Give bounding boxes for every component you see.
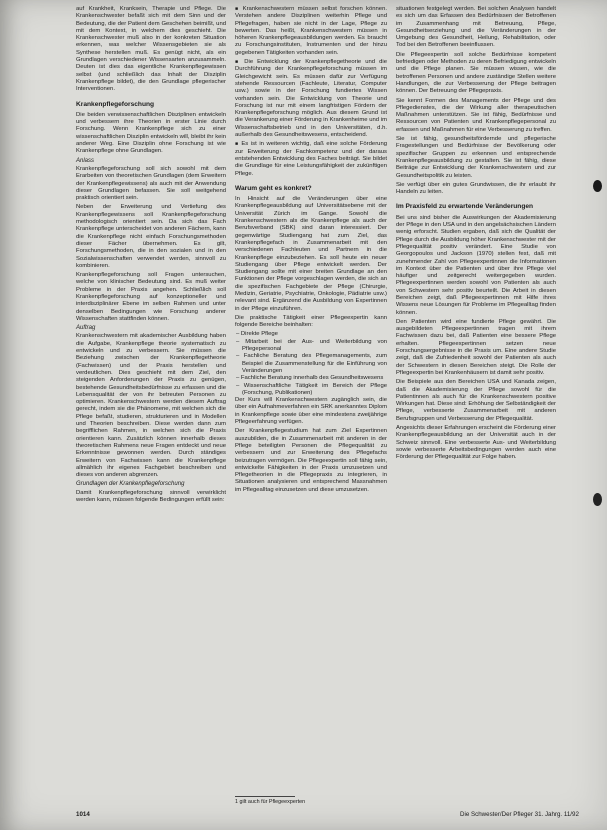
paragraph: Der Krankenpflegestudium hat zum Ziel Expertinnen auszubilden, die in Zusammenarbeit mit anderen in der Pflege beteiligten Personen die Pflegequalität zu verbessern und zur Erweiterung des Pflegefachs beizutragen vermögen. Die Pflegeexpertin soll fähig sein, entwickelte Fähigkeiten in der Praxis umzusetzen und Pflegetheorien in die Pflegepraxis zu integrieren, in Situationen analysieren und entsprechend Massnahmen im Pflegealltag einzusetzen und diese umzusetzen. xyxy=(235,428,387,493)
page-number: 1014 xyxy=(76,811,90,818)
paragraph: Sie kennt Formen des Managements der Pflege und des Pflegedienstes, die der Wirkung aller therapeutischen Maßnahmen unterstützen. Sie ist fähig, Bedürfnisse und Ressourcen von Patienten und Krankenpflegepersonal zu erfassen und Maßnahmen für eine Verbesserung zu treffen. xyxy=(396,97,556,133)
list-item: – Mitarbeit bei der Aus- und Weiterbildung von Pflegepersonal xyxy=(242,339,387,354)
paragraph: auf Krankheit, Kranksein, Therapie und Pflege. Die Krankenschwester befaßt sich mit dem Sinn und der Bedeutung, die der Patient dem Geschehen beimißt, und mit dem Kontext, in welchem dies geschieht. Die Krankenschwester muß also in der konkreten Situation erkennen, was welcher Wissensgebieten sie als Synthese herstellen muß. Es genügt nicht, als ein Grundlagen verschiedener Wissensarten anzusammeln. Deuten ist dies das eigentliche Krankenpflegewissen selbst (und schließlich das Inhalt der Disziplin Krankenpflege bildet), die den Grundlage pflegerischer Interventionen. xyxy=(76,6,226,93)
bullet-paragraph: ■ Krankenschwestern müssen selbst forschen können. Verstehen andere Disziplinen weiterhin Pflege und Pflegefragen, haben sie nicht in der Lage, Pflege zu bewerten. Das heißt, Krankenschwestern müssen in höheren Krankenpflegeausbildungen werden. Es braucht zu Forschungsinstituten, Instrumenten und der hinzu gegebenen Tätigkeiten vorhanden sein. xyxy=(235,6,387,57)
paragraph: Damit Krankenpflegeforschung sinnvoll verwirklicht werden kann, müssen folgende Bedingungen erfüllt sein: xyxy=(76,489,226,503)
paragraph: Den Patienten wird eine fundierte Pflege gewährt. Die ausgebildeten Pflegeexpertinnen tragen mit ihrem Fachwissen dazu bei, daß Patienten eine bessere Pflege erhalten. Pflegeexpertinnen setzen neue Forschungsergebnisse in die Praxis um. Eine andere Studie zeigt, daß die Zufriedenheit sowohl der Patienten als auch der Schwestern in diesen Bereichen steigt. Die Rolle der Pflegeexpertin bei Krankenhäusern ist damit sehr positiv. xyxy=(396,318,556,376)
list-item: – Fachliche Beratung des Pflegemanagements, zum Beispiel die Zusammenstellung für die Einführung von Veränderungen xyxy=(242,353,387,375)
paragraph: Krankenpflegeforschung soll Fragen untersuchen, welche von klinischer Bedeutung sind. Es muß weiter Probleme in der Praxis angehen. Schließlich soll Krankenpflegeforschung auf konzeptioneller und interdisziplinärer Ebene im selben Rahmen und unter denselben Bedingungen wie Forschung anderer Wissenschaften stattfinden können. xyxy=(76,272,226,322)
subsection-heading: Anlass xyxy=(76,157,95,164)
column-1 xyxy=(76,6,226,506)
punch-hole-mark xyxy=(593,180,602,192)
paragraph: Krankenpflegeforschung soll sich sowohl mit dem Erarbeiten von theoretischen Grundlagen (dem Erweitern der Krankenpflegewissens) als auch mit der Anwendung dieser Grundlagen befassen. Sie soll weitgehend praktisch orientiert sein. xyxy=(76,165,226,202)
column-2 xyxy=(235,6,387,496)
paragraph: Die beiden verwissenschaftlichen Disziplinen entwickeln und verbessern ihre Theorien in erster Linie durch Forschung. Wenn Krankenpflege sich zu einer wissenschaftlichen Disziplin entwickeln will, bleibt ihr kein anderer Weg. Eine Disziplin ohne Forschung ist wie Krankenpflege ohne Grundlagen. xyxy=(76,111,226,155)
paragraph: In Hinsicht auf die Veränderungen über eine Krankenpflegeausbildung auf Universitätsebene mit der Universität Zürich im Gange. Sowohl die Krankenschwestern als die Krankenpflege als auch der Berufsverband (SBK) sind daran interessiert. Der gegenwärtige Studiengang hat zum Ziel, das Krankenpflegefach in Zusammenarbeit mit den verschiedenen Fachleuten und Partnern in die Krankenpflege einzubeziehen. Es soll heute ein neuer Studiengang über Pflege entwickelt werden. Der Studiengang sollte mit einer breiten Grundlage an den Funktionen der Pflege vorgeschlagen werden, die sich an die spezifischen Fachgebiete der Pflege (Chirurgie, Medizin, Geriatrie, Psychiatrie, Onkologie, Pädiatrie usw.) relevant sind. Ergänzend die Ausbildung von Expertinnen in der Pflege einzuführen. xyxy=(235,196,387,312)
paragraph: Bei uns sind bisher die Auswirkungen der Akademisierung der Pflege in den USA und in den angelsächsischen Ländern wenig erforscht. Studien ergaben, daß sich die Qualität der Pflege durch die Ausbildung höher Krankenschwester mit der Pflegequalität positiv verändert. Eine Studie von Georgopoulos und Jackson (1970) stellen fest, daß mit zunehmender Zahl von Pflegeexpertinnen die Informationen im Kontext über die Patienten und über ihre Pflege viel häufiger und zeitgerecht weitergegeben wurden. Pflegeexpertinnen werden sowohl von Patienten als auch von Schwestern sehr positiv beurteilt. Die Arbeit in diesen Bereichen zeigt, daß Pflegeexpertinnen mit Hilfe ihres Wissens neue Lösungen für Probleme im Pflegealltag finden können. xyxy=(396,214,556,316)
list-item: – Direkte Pflege xyxy=(242,331,387,338)
paragraph: Angesichts dieser Erfahrungen erscheint die Förderung einer Krankenpflegeausbildung an der Universität auch in der Schweiz sinnvoll. Eine verbesserte Aus- und Weiterbildung sowie verbesserte Arbeitsbedingungen werden auch eine Förderung der Pflegequalität zur Folge haben. xyxy=(396,425,556,461)
paragraph: Die praktische Tätigkeit einer Pflegeexpertin kann folgende Bereiche beinhalten: xyxy=(235,314,387,329)
bullet-paragraph: ■ Es ist in weiteren wichtig, daß eine solche Förderung zur Erweiterung der Fachkompetenz und der daraus entstehenden Entwicklung des Faches beiträgt. Sie bildet die Grundlage für eine Leistungsfähigkeit der zukünftigen Pflege. xyxy=(235,141,387,177)
paragraph: Die Beispiele aus den Bereichen USA und Kanada zeigen, daß die Akademisierung der Pflege sowohl für die Patientinnen als auch für die Krankenschwestern positive Wirkungen hat. Diese sind: Erhöhung der Selbständigkeit der Pflege, verbesserte Zusammenarbeit mit anderen Berufsgruppen und Verbesserung der Pflegequalität. xyxy=(396,379,556,422)
section-heading: Im Praxisfeld zu erwartende Veränderungen xyxy=(396,203,534,211)
bullet-paragraph: ■ Die Entwicklung der Krankenpflegetheorie und die Durchführung der Krankenpflegeforschung müssen im Gleichgewicht sein. Es müssen dafür zur Verfügung stehende Ressourcen (Fachleute, Literatur, Computer usw.) sowie in der Forschung fundiertes Wissen vorhanden sein. Die Entwicklung von Theorie und Forschung ist nur mit einem langfristigen Fördern der Krankenpflegeforschung möglich. Aus diesem Grund ist die Verankerung einer Förderung in Krankenheime und im Wissenschaftsbetrieb und in den Universitäten, d.h. außerhalb des Gesundheitswesens, entscheidend. xyxy=(235,59,387,139)
paragraph: Neben der Erweiterung und Vertiefung des Krankenpflegewissens soll Krankenpflegeforschung methodologisch orientiert sein. Da sich das Fach Krankenpflege unterscheidet von anderen Fächern, kann die Krankenpflege nicht einfach Forschungsmethoden dieser Fächer übernehmen. Es gilt, Forschungsmethoden, die in den sozialen und in den Sozialwissenschaften verwendet werden, sinnvoll zu kombinieren. xyxy=(76,204,226,269)
list-item: – Wissenschaftliche Tätigkeit im Bereich der Pflege (Forschung, Publikationen) xyxy=(242,383,387,398)
paragraph: Sie verfügt über ein gutes Grundwissen, die ihr erlaubt ihr Handeln zu leiten. xyxy=(396,181,556,196)
section-heading: Warum geht es konkret? xyxy=(235,184,312,192)
section-heading: Krankenpflegeforschung xyxy=(76,100,155,108)
paragraph: Sie ist fähig, gesundheitsfördernde und pflegerische Fragestellungen und Bedürfnisse der Bevölkerung oder spezifischer Gruppen zu erkennen und entsprechende Krankenpflegeausbildung zu gestalten. Sie ist fähig, diese Beiträge zur Entwicklung der Krankenschwestern und zur Gesundheitspolitik zu leisten. xyxy=(396,136,556,179)
task-list xyxy=(235,331,387,397)
list-item: – Fachliche Beratung innerhalb des Gesundheitswesens xyxy=(242,375,387,382)
footnote: 1 gilt auch für Pflegeexperten xyxy=(235,796,295,805)
paragraph: Der Kurs will Krankenschwestern zugänglich sein, die über ein Aufnahmeverfahren ein SRK anerkanntes Diplom in Krankenpflege sowie über eine mindestens zweijährige Pflegeerfahrung verfügen. xyxy=(235,397,387,426)
column-3 xyxy=(396,6,556,464)
paragraph: Die Pflegeexpertin soll solche Bedürfnisse kompetent befriedigen oder Methoden zu deren Befriedigung entwickeln und die Pflege planen. Sie müssen wissen, wie die betroffenen Personen und andere zuständige Stellen weitere Handlungen, die zur Verbesserung der Pflege beitragen können. Der Betreuung der Pflegepraxis. xyxy=(396,51,556,95)
subsection-heading: Auftrag xyxy=(76,325,96,332)
subsection-heading: Grundlagen der Krankenpflegeforschung xyxy=(76,481,185,488)
paragraph: situationen festgelegt werden. Bei solchen Analysen handelt es sich um das Erfassen des Bedürfnissen der Betroffenen im Zusammenhang mit Betreuung, Pflege, Gesundheitserziehung und die Veränderungen in der Umgebung des Gesundheit, Heilung, Rehabilitation, oder Tod bei den Betroffenen beeinflussen. xyxy=(396,6,556,49)
punch-hole-mark xyxy=(593,493,602,506)
journal-footer: Die Schwester/Der Pfleger 31. Jahrg. 11/92 xyxy=(460,811,579,818)
paragraph: Krankenschwestern mit akademischer Ausbildung haben die Aufgabe, Krankenpflege theorie systematisch zu entwickeln und zu verbessern. Sie müssen die Beziehung zwischen der Krankenpflegetheorie (Fachwissen) und der Praxis herstellen und verdeutlichen. Dies geschieht mit dem Ziel, den steigenden Anforderungen der Praxis zu genügen, bestehende Gesundheitsbedürfnisse zu erfassen und die Lebensqualität der von ihr betreuten Personen zu optimieren. Krankenschwestern werden diesem Auftrag gerecht, indem sie die Phänomene, mit welchen sich die Pflege befaßt, studieren, strukturieren und in Modellen und Theorien beschreiben. Diese werden dann zum begrifflichen Rahmen, in welchen sich die Praxis orientieren kann. Zusätzlich können innerhalb dieses theoretischen Rahmens neue Fragen entdeckt und neue Erkenntnisse gewonnen werden. Durch ständiges Erweitern von Fachwissen kann die Krankenpflege allmählich ihr eigenes Fachgebiet beschreiben und dieses von anderen abgrenzen. xyxy=(76,333,226,479)
